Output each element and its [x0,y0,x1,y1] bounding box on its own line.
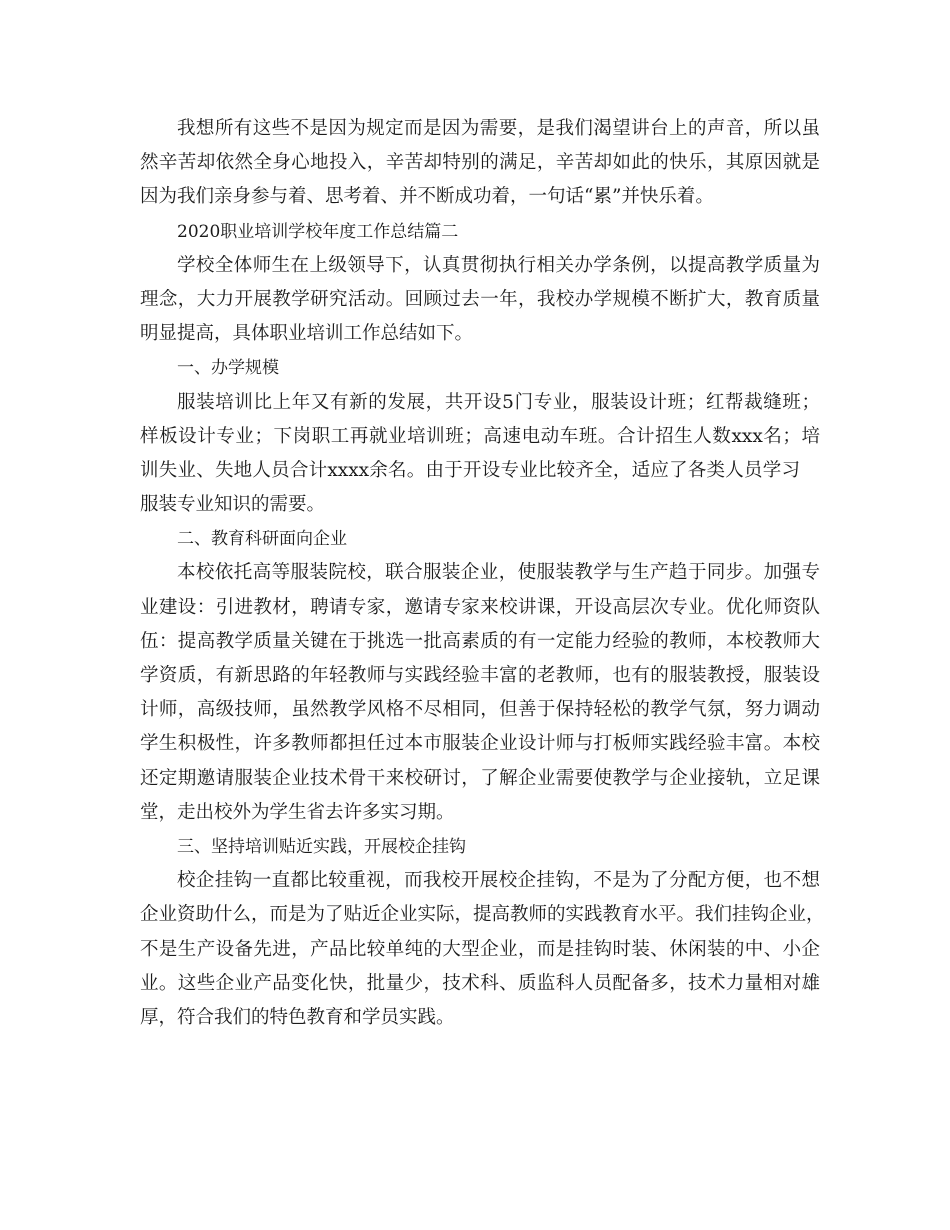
paragraph-line: 学资质，有新思路的年轻教师与实践经验丰富的老教师，也有的服装教授，服装设 [140,665,820,686]
paragraph-line: 然辛苦却依然全身心地投入，辛苦却特别的满足，辛苦却如此的快乐，其原因就是 [140,152,820,174]
paragraph-line: 服装专业知识的需要。 [140,494,326,516]
paragraph-line: 本校依托高等服装院校，联合服装企业，使服装教学与生产趋于同步。加强专 [177,562,820,584]
paragraph-line: 企业资助什么，而是为了贴近企业实际，提高教师的实践教育水平。我们挂钩企业， [140,904,825,926]
paragraph-line: 业。这些企业产品变化快，批量少，技术科、质监科人员配备多，技术力量相对雄 [140,972,820,994]
paragraph-line: 服装培训比上年又有新的发展，共开设5门专业，服装设计班；红帮裁缝班； [177,391,820,413]
paragraph-line: 学生积极性，许多教师都担任过本市服装企业设计师与打板师实践经验丰富。本校 [140,733,820,755]
paragraph-line: 伍：提高教学质量关键在于挑选一批高素质的有一定能力经验的教师，本校教师大 [140,630,820,652]
paragraph-line: 学校全体师生在上级领导下，认真贯彻执行相关办学条例，以提高教学质量为 [177,254,820,276]
paragraph-line: 明显提高，具体职业培训工作总结如下。 [140,323,474,345]
paragraph-line: 训失业、失地人员合计xxxx余名。由于开设专业比较齐全，适应了各类人员学习 [140,459,800,481]
paragraph-line: 我想所有这些不是因为规定而是因为需要，是我们渴望讲台上的声音，所以虽 [177,118,820,139]
paragraph-line: 理念，大力开展教学研究活动。回顾过去一年，我校办学规模不断扩大，教育质量 [140,288,820,310]
section-heading: 二、教育科研面向企业 [177,529,347,550]
paragraph-line: 校企挂钩一直都比较重视，而我校开展校企挂钩，不是为了分配方便，也不想 [177,870,820,892]
paragraph-line: 不是生产设备先进，产品比较单纯的大型企业，而是挂钩时装、休闲装的中、小企 [140,938,820,960]
paragraph-line: 因为我们亲身参与着、思考着、并不断成功着，一句话“累”并快乐着。 [140,186,714,208]
paragraph-line: 还定期邀请服装企业技术骨干来校研讨，了解企业需要使教学与企业接轨，立足课 [140,767,820,789]
document-body [140,112,825,1035]
paragraph-line: 堂，走出校外为学生省去许多实习期。 [140,801,455,823]
paragraph-line: 业建设：引进教材，聘请专家，邀请专家来校讲课，开设高层次专业。优化师资队 [140,596,820,618]
paragraph-line: 样板设计专业；下岗职工再就业培训班；高速电动车班。合计招生人数xxx名；培 [140,425,820,447]
paragraph-line: 计师，高级技师，虽然教学风格不尽相同，但善于保持轻松的教学气氛，努力调动 [140,699,820,721]
section-title: 2020职业培训学校年度工作总结篇二 [177,221,459,242]
section-heading: 一、办学规模 [177,358,279,379]
section-heading: 三、坚持培训贴近实践，开展校企挂钩 [177,836,466,857]
paragraph-line: 厚，符合我们的特色教育和学员实践。 [140,1006,455,1028]
